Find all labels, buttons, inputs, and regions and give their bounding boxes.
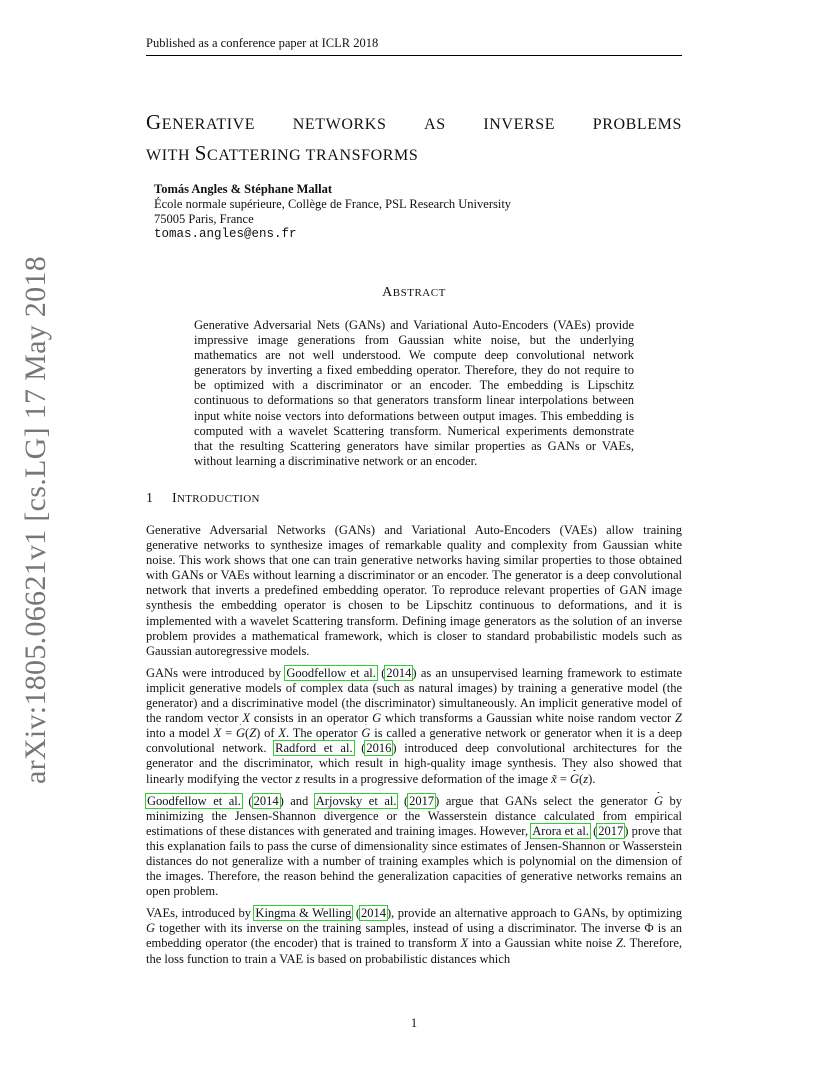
paragraph-2: GANs were introduced by Goodfellow et al. (2014) as an unsupervised learning framework to estimate implicit generative models of complex data (such as natural images) by training a generative model (the generator) and a discriminative model (the discriminator) simultaneously. An implicit generative model of the random vector X consists in an operator G which transforms a Gaussian white noise random vector Z into a model X = G(Z) of X. The operator G is called a generative network or generator when it is a deep convolutional network. Radford et al. (2016) introduced deep convolutional architectures for the generator and the discriminator, which result in high-quality image synthesis. They also showed that linearly modifying the vector z results in a progressive deformation of the image x̃ = G(z). xyxy=(146,665,682,786)
citation-link-arora[interactable]: Arora et al. xyxy=(532,823,589,838)
title-word: NETWORKS xyxy=(292,116,387,133)
author-address: 75005 Paris, France xyxy=(154,212,254,226)
citation-link-radford[interactable]: Radford et al. xyxy=(275,741,353,756)
citation-link-kingma[interactable]: Kingma & Welling xyxy=(255,906,352,921)
citation-year-link[interactable]: 2016 xyxy=(366,741,392,756)
title-word: INVERSE xyxy=(483,116,556,133)
citation-year-link[interactable]: 2014 xyxy=(386,665,412,680)
abstract-text: Generative Adversarial Nets (GANs) and Variational Auto-Encoders (VAEs) provide impressive image generations from Gaussian white noise, but the underlying mathematics are not well understood. We compute deep convolutional network generators by inverting a fixed embedding operator. Therefore, they do not require to be optimized with a discriminator or an encoder. The embedding is Lipschitz continuous to deformations so that generators transform linear interpolations between input white noise vectors into deformations between output images. This embedding is computed with a wavelet Scattering transform. Numerical experiments demonstrate that the resulting Scattering generators have similar properties as GANs or VAEs, without learning a discriminative network or an encoder. xyxy=(194,318,634,468)
author-block xyxy=(154,182,511,242)
citation-year-link[interactable]: 2017 xyxy=(598,823,624,838)
page-number: 1 xyxy=(410,1016,418,1030)
paragraph-1: Generative Adversarial Networks (GANs) and Variational Auto-Encoders (VAEs) allow training generative networks to synthesize images of remarkable quality and complexity from Gaussian white noise. This work shows that one can train generative networks having similar properties to those obtained with GANs or VAEs without learning a discriminator or an encoder. The generator is a deep convolutional network that inverts a predefined embedding operator. To reproduce relevant properties of GAN image synthesis the embedding operator is chosen to be Lipschitz continuous to deformations, and it is implemented with a wavelet Scattering transform. Defining image generators as the solution of an inverse problem provides a mathematical framework, which is closer to standard probabilistic models such as Gaussian autoregressive models. xyxy=(146,523,682,658)
paper-title xyxy=(146,108,682,170)
author-names: Tomás Angles & Stéphane Mallat xyxy=(154,182,333,196)
author-affiliation: École normale supérieure, Collège de France, PSL Research University xyxy=(154,197,512,211)
introduction-body xyxy=(146,523,682,974)
citation-link-goodfellow[interactable]: Goodfellow et al. xyxy=(147,793,241,808)
running-header: Published as a conference paper at ICLR 2018 xyxy=(146,36,682,56)
citation-link-goodfellow[interactable]: Goodfellow et al. xyxy=(286,665,376,680)
abstract-heading: ABSTRACT xyxy=(382,285,446,300)
title-word: GENERATIVE xyxy=(146,110,256,134)
arxiv-sidebar xyxy=(0,0,60,1072)
section-heading-introduction: 1 INTRODUCTION xyxy=(146,491,260,506)
citation-year-link[interactable]: 2017 xyxy=(409,793,435,808)
arxiv-identifier: arXiv:1805.06621v1 [cs.LG] 17 May 2018 xyxy=(19,256,52,784)
citation-link-arjovsky[interactable]: Arjovsky et al. xyxy=(315,793,397,808)
author-email[interactable]: tomas.angles@ens.fr xyxy=(154,227,297,241)
paragraph-4: VAEs, introduced by Kingma & Welling (2014), provide an alternative approach to GANs, by optimizing G together with its inverse on the training samples, instead of using a discriminator. The inverse Φ is an embedding operator (the encoder) that is trained to transform X into a Gaussian white noise Z. Therefore, the loss function to train a VAE is based on probabilistic distances which xyxy=(146,906,682,966)
paragraph-3: Goodfellow et al. (2014) and Arjovsky et al. (2017) argue that GANs select the generator G by minimizing the Jensen-Shannon divergence or the Wasserstein distance calculated from empirical estimations of these distances with generated and training images. However, Arora et al. (2017) prove that this explanation fails to pass the curse of dimensionality since estimates of Jensen-Shannon or Wasserstein distances do not generalize with a number of training examples which is polynomial on the dimension of the images. Therefore, the reason behind the generalization capacities of generative networks remains an open problem. xyxy=(146,793,682,899)
citation-year-link[interactable]: 2014 xyxy=(361,906,387,921)
title-line-1 xyxy=(146,108,682,139)
citation-year-link[interactable]: 2014 xyxy=(253,793,279,808)
title-line-2: WITH SCATTERING TRANSFORMS xyxy=(146,141,419,165)
title-word: PROBLEMS xyxy=(592,116,682,133)
title-word: AS xyxy=(424,116,446,133)
